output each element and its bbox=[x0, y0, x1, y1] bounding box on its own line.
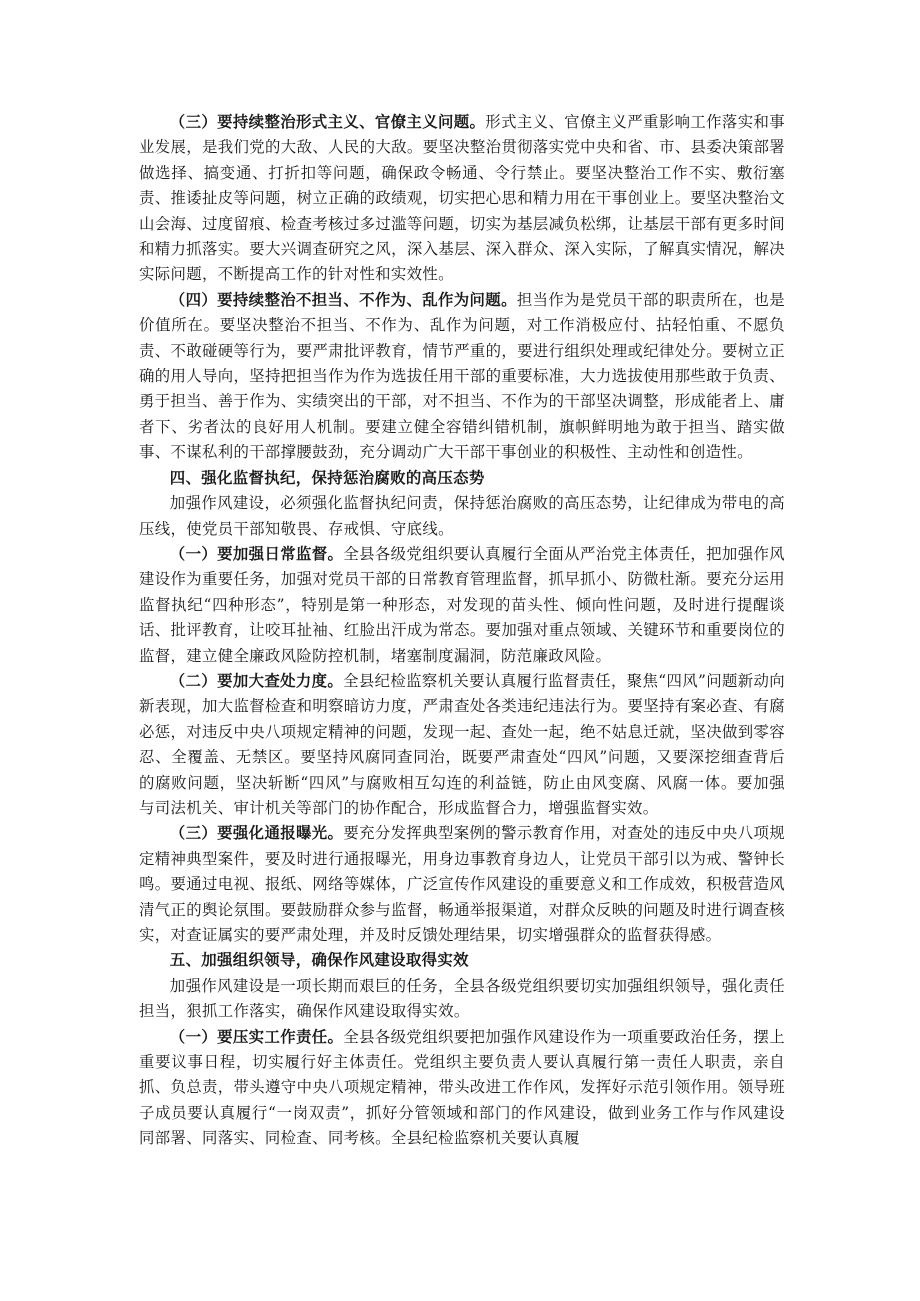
section-heading-5: 五、加强组织领导，确保作风建设取得实效 bbox=[169, 951, 469, 970]
paragraph-body: 加强作风建设是一项长期而艰巨的任务，全县各级党组织要切实加强组织领导，强化责任担当，狠抓工作落实，确保作风建设取得实效。 bbox=[139, 976, 785, 1021]
paragraph-section-4-intro bbox=[139, 491, 785, 542]
paragraph-1-daily-supervision bbox=[139, 542, 785, 669]
paragraph-4-responsibility bbox=[139, 288, 785, 466]
paragraph-lead: （一）要加强日常监督。 bbox=[169, 544, 344, 563]
paragraph-body: 全县纪检监察机关要认真履行监督责任，聚焦“四风”问题新动向新表现，加大监督检查和明察暗访力度，严肃查处各类违纪违法行为。要坚持有案必查、有腐必惩，对违反中央八项规定精神的问题，发现一起、查处一起，绝不姑息迁就，坚决做到零容忍、全覆盖、无禁区。要坚持风腐同查同治，既要严肃查处“四风”问题，又要深挖细查背后的腐败问题，坚决斩断“四风”与腐败相互勾连的利益链，防止由风变腐、风腐一体。要加强与司法机关、审计机关等部门的协作配合，形成监督合力，增强监督实效。 bbox=[139, 671, 785, 817]
paragraph-3-exposure bbox=[139, 821, 785, 948]
paragraph-lead: （三）要强化通报曝光。 bbox=[169, 824, 344, 843]
paragraph-lead: （四）要持续整治不担当、不作为、乱作为问题。 bbox=[169, 290, 517, 309]
paragraph-body: 担当作为是党员干部的职责所在，也是价值所在。要坚决整治不担当、不作为、乱作为问题，对工作消极应付、拈轻怕重、不愿负责、不敢碰硬等行为，要严肃批评教育，情节严重的，要进行组织处理或纪律处分。要树立正确的用人导向，坚持把担当作为作为选拔任用干部的重要标准，大力选拔使用那些敢于负责、勇于担当、善于作为、实绩突出的干部，对不担当、不作为的干部坚决调整，形成能者上、庸者下、劣者汰的良好用人机制。要建立健全容错纠错机制，旗帜鲜明地为敢于担当、踏实做事、不谋私利的干部撑腰鼓劲，充分调动广大干部干事创业的积极性、主动性和创造性。 bbox=[139, 290, 786, 462]
paragraph-body: 加强作风建设，必须强化监督执纪问责，保持惩治腐败的高压态势，让纪律成为带电的高压线，使党员干部知敬畏、存戒惧、守底线。 bbox=[139, 494, 785, 538]
document-page bbox=[139, 110, 785, 1152]
paragraph-lead: （二）要加大查处力度。 bbox=[169, 671, 344, 690]
paragraph-lead: （三）要持续整治形式主义、官僚主义问题。 bbox=[169, 113, 486, 131]
paragraph-section-5-intro bbox=[139, 974, 785, 1025]
paragraph-body: 要充分发挥典型案例的警示教育作用，对查处的违反中央八项规定精神典型案件，要及时进行通报曝光，用身边事教育身边人，让党员干部引以为戒、警钟长鸣。要通过电视、报纸、网络等媒体，广泛宣传作风建设的重要意义和工作成效，积极营造风清气正的舆论氛围。要鼓励群众参与监督，畅通举报渠道，对群众反映的问题及时进行调查核实，对查证属实的要严肃处理，并及时反馈处理结果，切实增强群众的监督获得感。 bbox=[139, 824, 785, 944]
paragraph-1-work-responsibility bbox=[139, 1025, 785, 1152]
paragraph-body: 形式主义、官僚主义严重影响工作落实和事业发展，是我们党的大敌、人民的大敌。要坚决整治贯彻落实党中央和省、市、县委决策部署做选择、搞变通、打折扣等问题，确保政令畅通、令行禁止。要坚决整治工作不实、敷衍塞责、推诿扯皮等问题，树立正确的政绩观，切实把心思和精力用在干事创业上。要坚决整治文山会海、过度留痕、检查考核过多过滥等问题，切实为基层减负松绑，让基层干部有更多时间和精力抓落实。要大兴调查研究之风，深入基层、深入群众、深入实际，了解真实情况，解决实际问题，不断提高工作的针对性和实效性。 bbox=[139, 113, 785, 284]
paragraph-3-formalism bbox=[139, 110, 785, 288]
paragraph-lead: （一）要压实工作责任。 bbox=[169, 1027, 344, 1046]
section-heading-4: 四、强化监督执纪，保持惩治腐败的高压态势 bbox=[169, 468, 485, 487]
paragraph-body: 全县各级党组织要把加强作风建设作为一项重要政治任务，摆上重要议事日程，切实履行好主体责任。党组织主要负责人要认真履行第一责任人职责，亲自抓、负总责，带头遵守中央八项规定精神，带头改进工作作风，发挥好示范引领作用。领导班子成员要认真履行“一岗双责”，抓好分管领域和部门的作风建设，做到业务工作与作风建设同部署、同落实、同检查、同考核。全县纪检监察机关要认真履 bbox=[139, 1027, 785, 1148]
paragraph-2-investigation bbox=[139, 669, 785, 821]
paragraph-body: 全县各级党组织要认真履行全面从严治党主体责任，把加强作风建设作为重要任务，加强对党员干部的日常教育管理监督，抓早抓小、防微杜渐。要充分运用监督执纪“四种形态”，特别是第一种形态，对发现的苗头性、倾向性问题，及时进行提醒谈话、批评教育，让咬耳扯袖、红脸出汗成为常态。要加强对重点领域、关键环节和重要岗位的监督，建立健全廉政风险防控机制，堵塞制度漏洞，防范廉政风险。 bbox=[139, 544, 785, 665]
